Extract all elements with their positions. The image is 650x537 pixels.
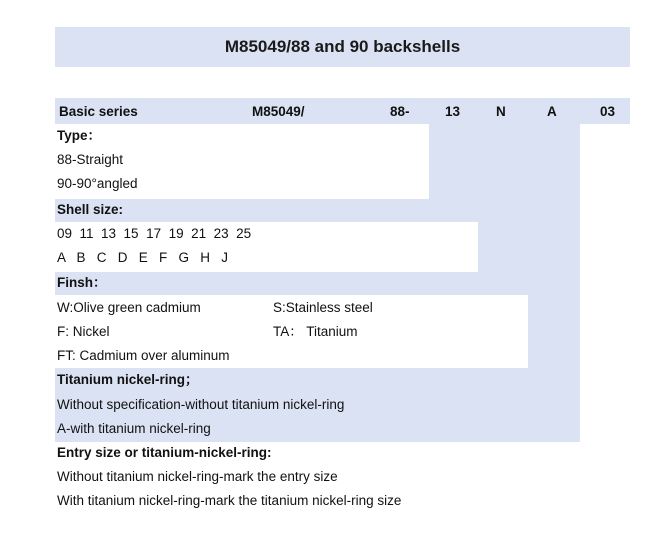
finish-column (528, 124, 580, 368)
size-code: 13 (445, 103, 461, 119)
finish-option-w: W:Olive green cadmium (57, 300, 201, 315)
size-column (478, 124, 528, 272)
entry-heading: Entry size or titanium-nickel-ring: (57, 445, 272, 460)
ring-code: A (547, 103, 557, 119)
finish-option-f: F: Nickel (57, 324, 110, 339)
finish-option-ft: FT: Cadmium over aluminum (57, 348, 230, 363)
ring-heading: Titanium nickel-ring； (57, 372, 199, 387)
finish-option-s: S:Stainless steel (273, 300, 373, 315)
header-row-band (55, 98, 630, 124)
shell-size-numbers: 09 11 13 15 17 19 21 23 25 (57, 226, 252, 241)
entry-option-with: With titanium nickel-ring-mark the titanium nickel-ring size (57, 493, 402, 508)
entry-option-without: Without titanium nickel-ring-mark the entry size (57, 469, 338, 484)
entry-code: 03 (600, 103, 616, 119)
page-title: M85049/88 and 90 backshells (55, 27, 630, 67)
part-prefix: M85049/ (252, 103, 305, 119)
finish-option-ta: TA： Titanium (273, 324, 358, 339)
finish-code: N (496, 103, 506, 119)
finish-band (55, 272, 528, 295)
ring-option-with: A-with titanium nickel-ring (57, 421, 211, 436)
shell-size-heading: Shell size: (57, 202, 124, 217)
type-code: 88- (390, 103, 410, 119)
ring-option-without: Without specification-without titanium nickel-ring (57, 397, 345, 412)
type-option-straight: 88-Straight (57, 152, 124, 167)
type-option-angled: 90-90°angled (57, 176, 138, 191)
basic-series-label: Basic series (59, 103, 138, 119)
type-column (429, 124, 478, 200)
finish-heading: Finsh： (57, 275, 107, 290)
type-heading: Type： (57, 128, 102, 143)
shell-size-letters: A B C D E F G H J (57, 250, 229, 265)
